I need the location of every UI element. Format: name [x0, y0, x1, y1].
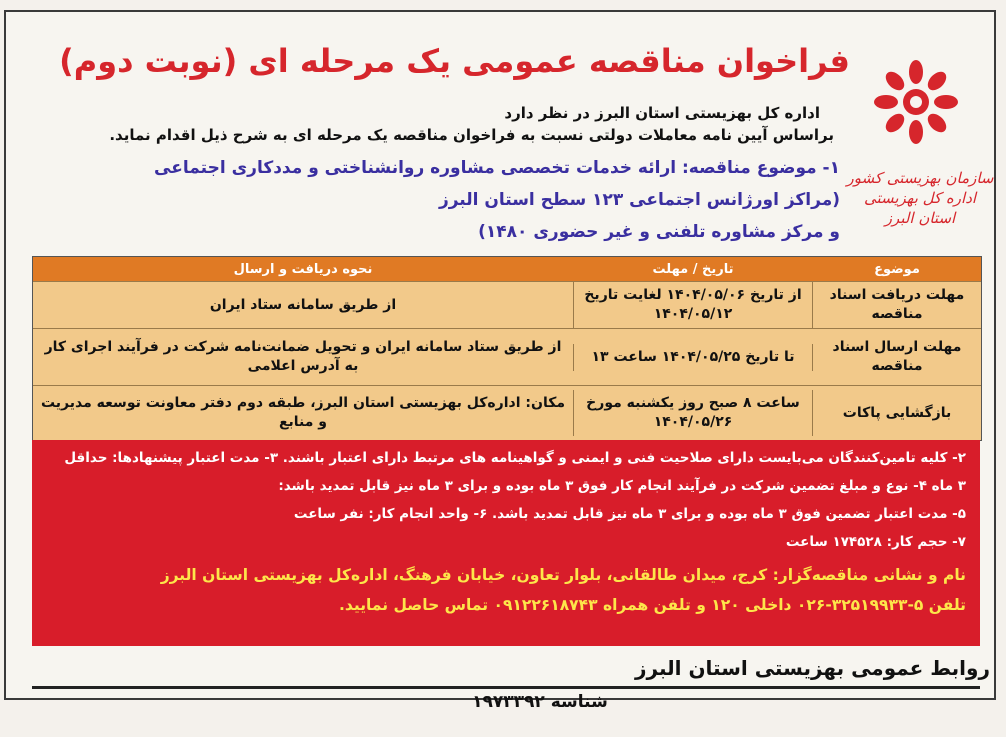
table-row [33, 328, 981, 385]
intro-line-2: براساس آیین نامه معاملات دولتی نسبت به فراخوان مناقصه یک مرحله ای به شرح ذیل اقدام نماید. [109, 126, 834, 144]
subject-line-2: (مراکز اورژانس اجتماعی ۱۲۳ سطح استان البرز [438, 190, 840, 210]
table-row [33, 281, 981, 328]
org-line-1: سازمان بهزیستی کشور [846, 169, 994, 187]
row-method: از طریق سامانه ستاد ایران [209, 296, 397, 313]
row-topic: بازگشایی پاکات [842, 404, 952, 421]
row-date: از تاریخ ۱۴۰۴/۰۵/۰۶ لغایت تاریخ ۱۴۰۴/۰۵/۱۲ [573, 282, 813, 328]
header-method: نحوه دریافت و ارسال [233, 261, 373, 277]
tender-phone: تلفن ۵-۳۲۵۱۹۹۳۳-۰۲۶ داخلی ۱۲۰ و تلفن همراه ۰۹۱۲۲۶۱۸۷۴۳ تماس حاصل نمایید. [339, 596, 966, 614]
schedule-table [32, 256, 982, 441]
header-date: تاریخ / مهلت [652, 261, 734, 277]
row-topic: مهلت ارسال اسناد مناقصه [832, 339, 962, 374]
footer-divider [32, 686, 980, 689]
row-date: تا تاریخ ۱۴۰۴/۰۵/۲۵ ساعت ۱۳ [573, 344, 813, 371]
table-row [33, 385, 981, 440]
notice-serial: شناسه ۱۹۷۳۳۹۲ [472, 692, 608, 712]
conditions-box [32, 440, 980, 646]
row-method: مکان: اداره‌کل بهزیستی استان البرز، طبقه دوم دفتر معاونت توسعه مدیریت و منابع [40, 395, 566, 430]
notice-title: فراخوان مناقصه عمومی یک مرحله ای (نوبت دوم) [59, 42, 850, 80]
subject-line-3: و مرکز مشاوره تلفنی و غیر حضوری ۱۴۸۰) [478, 222, 840, 242]
row-date: ساعت ۸ صبح روز یکشنبه مورخ ۱۴۰۴/۰۵/۲۶ [573, 390, 813, 436]
condition-line-4: ۷- حجم کار: ۱۷۴۵۲۸ ساعت [785, 534, 966, 550]
row-method: از طریق ستاد سامانه ایران و تحویل ضمانت‌نامه شرکت در فرآیند اجرای کار به آدرس اعلامی [44, 339, 562, 374]
subject-line-1: ۱- موضوع مناقصه: ارائه خدمات تخصصی مشاوره روانشناختی و مددکاری اجتماعی [154, 158, 840, 178]
org-line-2: اداره کل بهزیستی استان البرز [863, 189, 977, 227]
header-topic: موضوع [874, 261, 920, 277]
behzisti-sun-icon [872, 58, 960, 146]
condition-line-2: ۳ ماه ۴- نوع و مبلغ تضمین شرکت در فرآیند انجام کار فوق ۳ ماه بوده و برای ۳ ماه نیز قابل تمدید باشد: [278, 478, 966, 494]
condition-line-1: ۲- کلیه تامین‌کنندگان می‌بایست دارای صلاحیت فنی و ایمنی و گواهینامه های مرتبط دارای اعتبار باشند. ۳- مدت اعتبار پیشنهادها: حداقل [64, 450, 966, 466]
tender-address: نام و نشانی مناقصه‌گزار: کرج، میدان طالقانی، بلوار تعاون، خیابان فرهنگ، اداره‌کل بهزیستی استان البرز [160, 566, 966, 584]
condition-line-3: ۵- مدت اعتبار تضمین فوق ۳ ماه بوده و برای ۳ ماه نیز قابل تمدید باشد. ۶- واحد انجام کار: نفر ساعت [293, 506, 966, 522]
intro-line-1: اداره کل بهزیستی استان البرز در نظر دارد [504, 104, 820, 122]
org-name [846, 168, 994, 228]
publisher: روابط عمومی بهزیستی استان البرز [635, 656, 990, 680]
table-header [33, 257, 981, 281]
row-topic: مهلت دریافت اسناد مناقصه [829, 287, 965, 322]
